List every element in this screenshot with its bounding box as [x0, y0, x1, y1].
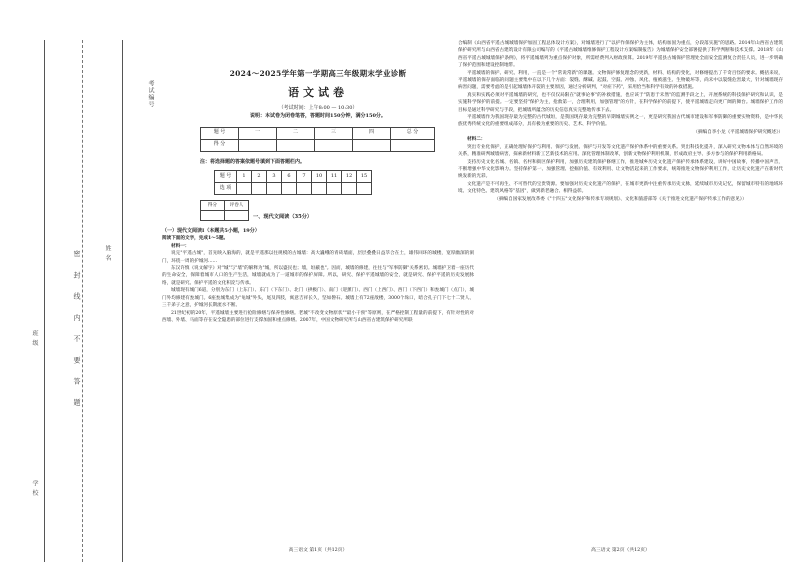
paragraph: 平遥城墙的保护、研究、利用，一直是一个"常说常新"的课题。文物保护修复理念的更新，材料、结构的变化，对修缮提出了千奇百怪的要求。概括来说，平遥城墙的保存面临的问题主要集中在以下几个方面：裂缝、酥碱、起鼓、空鼓、冲蚀、风化、植被滋生、生物破坏等，尚未中以裂缝危害最大，针对城墙现存病害问题，需要考虑的是引起城墙体开裂的主要原因，通过分析研判，"对症下药"，采用恰当和科学有效的补救措施。	[458, 70, 783, 91]
name-label: 姓 名	[104, 245, 111, 262]
question-number: 1	[237, 171, 252, 183]
subject-title: 语文试卷	[288, 86, 348, 100]
score-header: 总 分	[391, 127, 435, 139]
grader-label: 评卷人	[225, 201, 249, 211]
answer-cell[interactable]	[267, 183, 282, 195]
exam-page-2	[458, 40, 783, 553]
paragraph: 城墙现有城门6道，分别为东门（上东门）、东门（下东门）、北门（拱极门）、南门（迎薰门）、西门（上西门）、西门（下西门）和瓮城门（点门），城门外均修建有瓮城门。6座瓮城集成为"龟城"外头，尾及四肢，寓意吉祥长久，坚如磐石。城墙上有72座敌楼，3000个垛口，暗合孔子门下七十二贤人、三千弟子之意，护城河长期流水不断。	[162, 288, 474, 309]
paragraph: 突出专业化保护，正确处理好保护与利用、保护与发展、保护与开发等文化遗产保护体系中的重要关系。突出科技化提升，深入研究文物本体与自然环境的关系，精准研判城墙病害，探索新材料新工艺新技术的应用。深化管理体制改革，创新文物保护利用机制，形成政府主导、多方参与的保护利用新格局。	[458, 144, 783, 158]
paragraph: 文化遗产是不可再生、不可替代的宝贵资源。要加强对历史文化遗产的保护，在城市更新中注重传承历史文脉，延续城市历史记忆，保留城市特有的地域环境、文化特色、建筑风格等"基因"，做到新老融合、相得益彰。	[458, 181, 783, 195]
answer-grid-label: 选 项	[215, 183, 237, 195]
question-number: 11	[327, 171, 342, 183]
exam-instructions: 说明：本试卷为闭卷笔答，答题时间150分钟，满分150分。	[250, 113, 386, 120]
paragraph: 说完"平遥古城"，首先映入脑海的，就是平遥那以往规模的古城墙：高大巍峨的青砖墙面，层层叠叠日益萃合在土，雄伟回环的城楼，宽厚幽深的洞门，环绕一周的护城河……	[162, 251, 474, 264]
reading-instruction: 阅读下面的文字，完成1～5题。	[162, 236, 229, 242]
answer-cell[interactable]	[342, 183, 357, 195]
exam-title: 2024～2025学年第一学期高三年级期末学业诊断	[229, 69, 407, 78]
question-number: 10	[312, 171, 327, 183]
score-header: 题 号	[201, 127, 239, 139]
school-label: 学 校	[31, 480, 38, 497]
score-label: 得 分	[201, 139, 239, 151]
score-header: 三	[315, 127, 353, 139]
exam-no-label: 考试编号	[147, 80, 154, 108]
exam-page-1	[162, 40, 474, 553]
seal-line	[82, 40, 83, 562]
sub-section-title: （一）现代文阅读Ⅰ（本题共5小题，19分）	[162, 228, 260, 235]
answer-cell[interactable]	[252, 183, 267, 195]
score-cell	[315, 139, 353, 151]
score-header: 二	[277, 127, 315, 139]
question-number: 7	[297, 171, 312, 183]
answer-grid	[214, 170, 372, 195]
answer-cell[interactable]	[327, 183, 342, 195]
exam-time: （考试时间：上午8:00 — 10:30）	[278, 104, 358, 111]
question-number: 6	[282, 171, 297, 183]
score-cell	[239, 139, 277, 151]
question-number: 15	[357, 171, 372, 183]
score-table	[200, 127, 435, 152]
grader-box	[200, 200, 249, 221]
answer-grid-header: 题 号	[215, 171, 237, 183]
paragraph: 平遥城墙作为我国现存最为完整的古代城垣，是我国现存最为完整的早期城墙实例之一，更是研究我国古代城市建设和军事防御的重要实物资料，是中华民族优秀传统文化的重要组成部分，具有极为重要的历史、艺术、科学价值。	[458, 115, 783, 128]
score-cell	[391, 139, 435, 151]
binding-strip	[0, 40, 154, 562]
binding-line	[44, 40, 45, 562]
grader-score-cell	[201, 211, 225, 221]
paragraph: 东汉许慎《说文解字》对"城"与"墙"的解释为"城，所以盛民也；墙，垣蔽也"。因而，城墙的修建，往往与"军事防御"关系密切。城墙护卫着一座历代的生命安全，保障着城市人口的生产生活，城墙就成为了一道城市的保护屏障。所以，研究、保护平遥城墙的安全，就是研究、保护平遥的历史发展脉络，就是研究、保护平遥的文化积淀与传承。	[162, 266, 474, 286]
question-number: 2	[252, 171, 267, 183]
binding-line	[122, 40, 123, 562]
source-citation: （摘编自国家发展改革委《"十四五"文化保护和传承专项规划》、文化和旅游部等《关于推进文化遗产保护传承工作的意见》）	[494, 196, 747, 202]
page-footer: 高三语文 第2页（共12页）	[591, 547, 650, 553]
class-label: 班 级	[31, 330, 38, 347]
paragraph: 21世纪初的20年，平遥城墙主要进行抢险修缮与保养性修缮。老城"不改变文物原状""最小干预"等原则，在严格控制工程量的前提下，有针对性的对西墙、外墙、马面等存在安全隐患的部位进行支撑加固和重点修缮。2007年，中国文物研究所与山西省古建筑保护研究所联	[162, 310, 474, 323]
paragraph: 合编制《山西省平遥古城城墙保护加固工程总体设计方案》，对城墙进行了"以护作保保护为主体，结构加固为重点，分段落实施"的思路。2014年山西省古建筑保护研究所与山西省古建筑设计有限公司编写的《平遥古城城墙维修保护工程设计方案编制报告》为城墙保护安全部署提供了科学判断和技术支撑。2018年《山西省平遥古城城墙保护条例》，将平遥城墙列为重点保护对象，所需经费列入财政预算。2019年平遥县古城保护管理处全面安全监测复合责任人员，进一步明确了保护范围和建设控制地带。	[458, 41, 783, 69]
question-number: 12	[342, 171, 357, 183]
score-header: 一	[239, 127, 277, 139]
answer-cell[interactable]	[237, 183, 252, 195]
answer-cell[interactable]	[297, 183, 312, 195]
question-number: 3	[267, 171, 282, 183]
page-footer: 高三语文 第1页（共12页）	[288, 547, 348, 553]
paragraph: 支持历史文化名城、名镇、名村和街区保护利用，加强历史建筑保护修缮工作，推进城乡历史文化遗产保护传承体系建设，讲好中国故事，传播中国声音，不断增强中华文化影响力。坚持保护第一、加强管理、挖掘价值、有效利用、让文物活起来的工作要求，统筹推进文物保护利用工作，让历史文化遗产在新时代焕发新的光彩。	[458, 159, 783, 180]
choice-note: 注：将选择题的答案依题号填到下面答题栏内。	[200, 158, 306, 165]
grader-name-cell	[225, 211, 249, 221]
answer-cell[interactable]	[357, 183, 372, 195]
seal-notice: 密 封 线 内 不 要 答 题	[73, 250, 81, 412]
score-cell	[277, 139, 315, 151]
material-2-title: 材料二：	[467, 137, 486, 143]
score-header: 四	[353, 127, 391, 139]
paragraph: 真实和实践必须对平遥城墙的研究，也不仅仅局限在"就事论事"的补救措施，也应该于"防患于未然"的监测手段之上，开展系统的科技保护研究和认识，是实施科学保护的前提。一定要坚持"保护为主，抢救第一，合理利用，加强管理"的方针，在科学保护的前提下，使平遥城墙走向更广阔的舞台。城墙保护工作的目标是通过科学研究与手段，把城墙所蕴含的历史信息真实完整地传承下去。	[458, 92, 783, 113]
score-cell	[353, 139, 391, 151]
material-1-title: 材料一：	[171, 243, 190, 249]
answer-cell[interactable]	[312, 183, 327, 195]
grader-score-label: 得分	[201, 201, 225, 211]
answer-cell[interactable]	[282, 183, 297, 195]
grader-row	[200, 200, 474, 221]
source-citation: （摘编自李小龙《平遥城墙保护研究概述》）	[693, 129, 783, 135]
section-title: 一、现代文阅读（35分）	[253, 213, 313, 220]
